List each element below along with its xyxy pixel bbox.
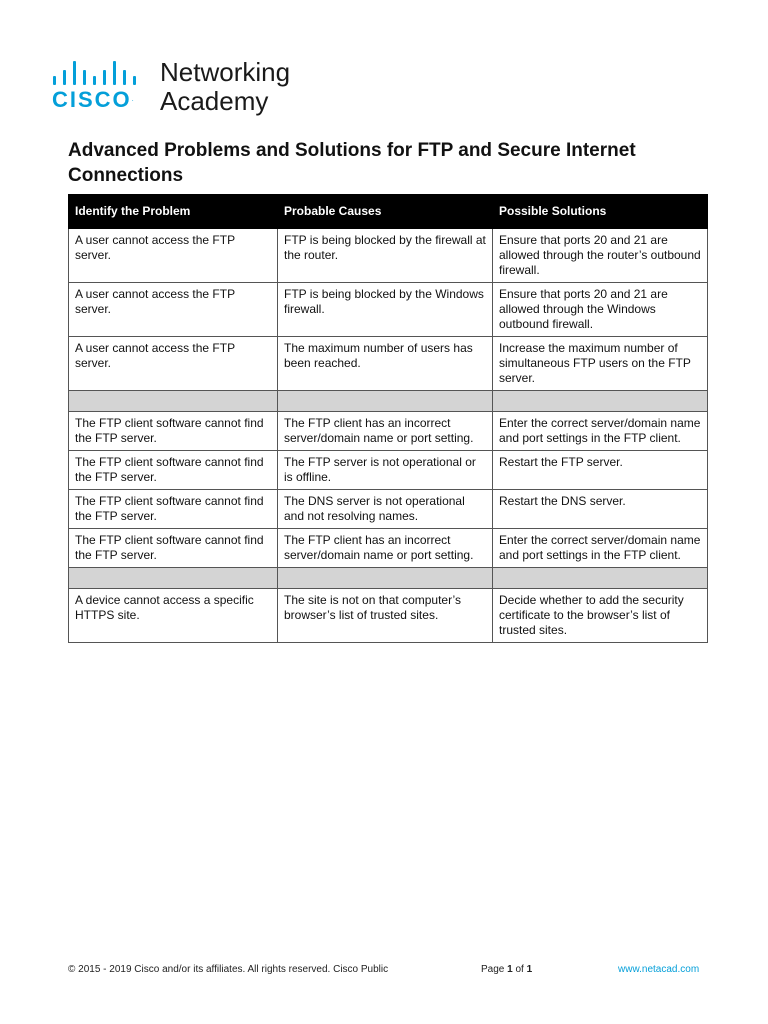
footer-website-link[interactable]: www.netacad.com	[618, 964, 700, 975]
separator-cell	[278, 568, 493, 589]
problem-cell: A device cannot access a specific HTTPS site.	[69, 589, 278, 643]
problem-cell: A user cannot access the FTP server.	[69, 337, 278, 391]
table-row	[69, 529, 708, 568]
cisco-wordmark: CISCO.	[52, 87, 134, 112]
solution-cell: Decide whether to add the security certificate to the browser’s list of trusted sites.	[493, 589, 708, 643]
cisco-networking-academy-logo	[52, 58, 312, 118]
cause-cell: FTP is being blocked by the Windows firewall.	[278, 283, 493, 337]
table-row	[69, 490, 708, 529]
solution-cell: Ensure that ports 20 and 21 are allowed through the router’s outbound firewall.	[493, 229, 708, 283]
header-identify-problem: Identify the Problem	[69, 195, 278, 229]
table-separator-row	[69, 568, 708, 589]
footer-copyright: © 2015 - 2019 Cisco and/or its affiliates. All rights reserved. Cisco Public	[68, 964, 389, 975]
logo-networking-text: Networking	[160, 57, 291, 87]
table-header-row	[69, 195, 708, 229]
page-title: Advanced Problems and Solutions for FTP and Secure Internet Connections	[68, 140, 636, 186]
logo-academy-text: Academy	[160, 86, 269, 116]
solution-cell: Restart the FTP server.	[493, 451, 708, 490]
problem-cell: A user cannot access the FTP server.	[69, 283, 278, 337]
cause-cell: FTP is being blocked by the firewall at the router.	[278, 229, 493, 283]
page-of-label: of	[515, 964, 524, 975]
table-row	[69, 451, 708, 490]
solution-cell: Enter the correct server/domain name and port settings in the FTP client.	[493, 529, 708, 568]
problem-cell: The FTP client software cannot find the FTP server.	[69, 529, 278, 568]
footer-page-number	[481, 963, 532, 977]
solution-cell: Ensure that ports 20 and 21 are allowed through the Windows outbound firewall.	[493, 283, 708, 337]
cause-cell: The FTP client has an incorrect server/domain name or port setting.	[278, 529, 493, 568]
cause-cell: The FTP server is not operational or is offline.	[278, 451, 493, 490]
troubleshooting-table	[68, 194, 708, 643]
cisco-bridge-icon	[52, 61, 146, 85]
separator-cell	[493, 568, 708, 589]
separator-cell	[278, 391, 493, 412]
page-label: Page	[481, 964, 505, 975]
table-row	[69, 337, 708, 391]
page-total: 1	[526, 964, 533, 975]
solution-cell: Restart the DNS server.	[493, 490, 708, 529]
problem-cell: The FTP client software cannot find the FTP server.	[69, 451, 278, 490]
solution-cell: Enter the correct server/domain name and port settings in the FTP client.	[493, 412, 708, 451]
table-separator-row	[69, 391, 708, 412]
cause-cell: The maximum number of users has been reached.	[278, 337, 493, 391]
separator-cell	[69, 391, 278, 412]
separator-cell	[493, 391, 708, 412]
page-current: 1	[507, 964, 513, 975]
problem-cell: The FTP client software cannot find the FTP server.	[69, 412, 278, 451]
table-row	[69, 283, 708, 337]
header-probable-causes: Probable Causes	[278, 195, 493, 229]
table-row	[69, 229, 708, 283]
separator-cell	[69, 568, 278, 589]
problem-cell: A user cannot access the FTP server.	[69, 229, 278, 283]
header-possible-solutions: Possible Solutions	[493, 195, 708, 229]
cause-cell: The FTP client has an incorrect server/domain name or port setting.	[278, 412, 493, 451]
solution-cell: Increase the maximum number of simultaneous FTP users on the FTP server.	[493, 337, 708, 391]
table-row	[69, 412, 708, 451]
table-row	[69, 589, 708, 643]
cause-cell: The DNS server is not operational and not resolving names.	[278, 490, 493, 529]
cause-cell: The site is not on that computer’s browser’s list of trusted sites.	[278, 589, 493, 643]
problem-cell: The FTP client software cannot find the FTP server.	[69, 490, 278, 529]
